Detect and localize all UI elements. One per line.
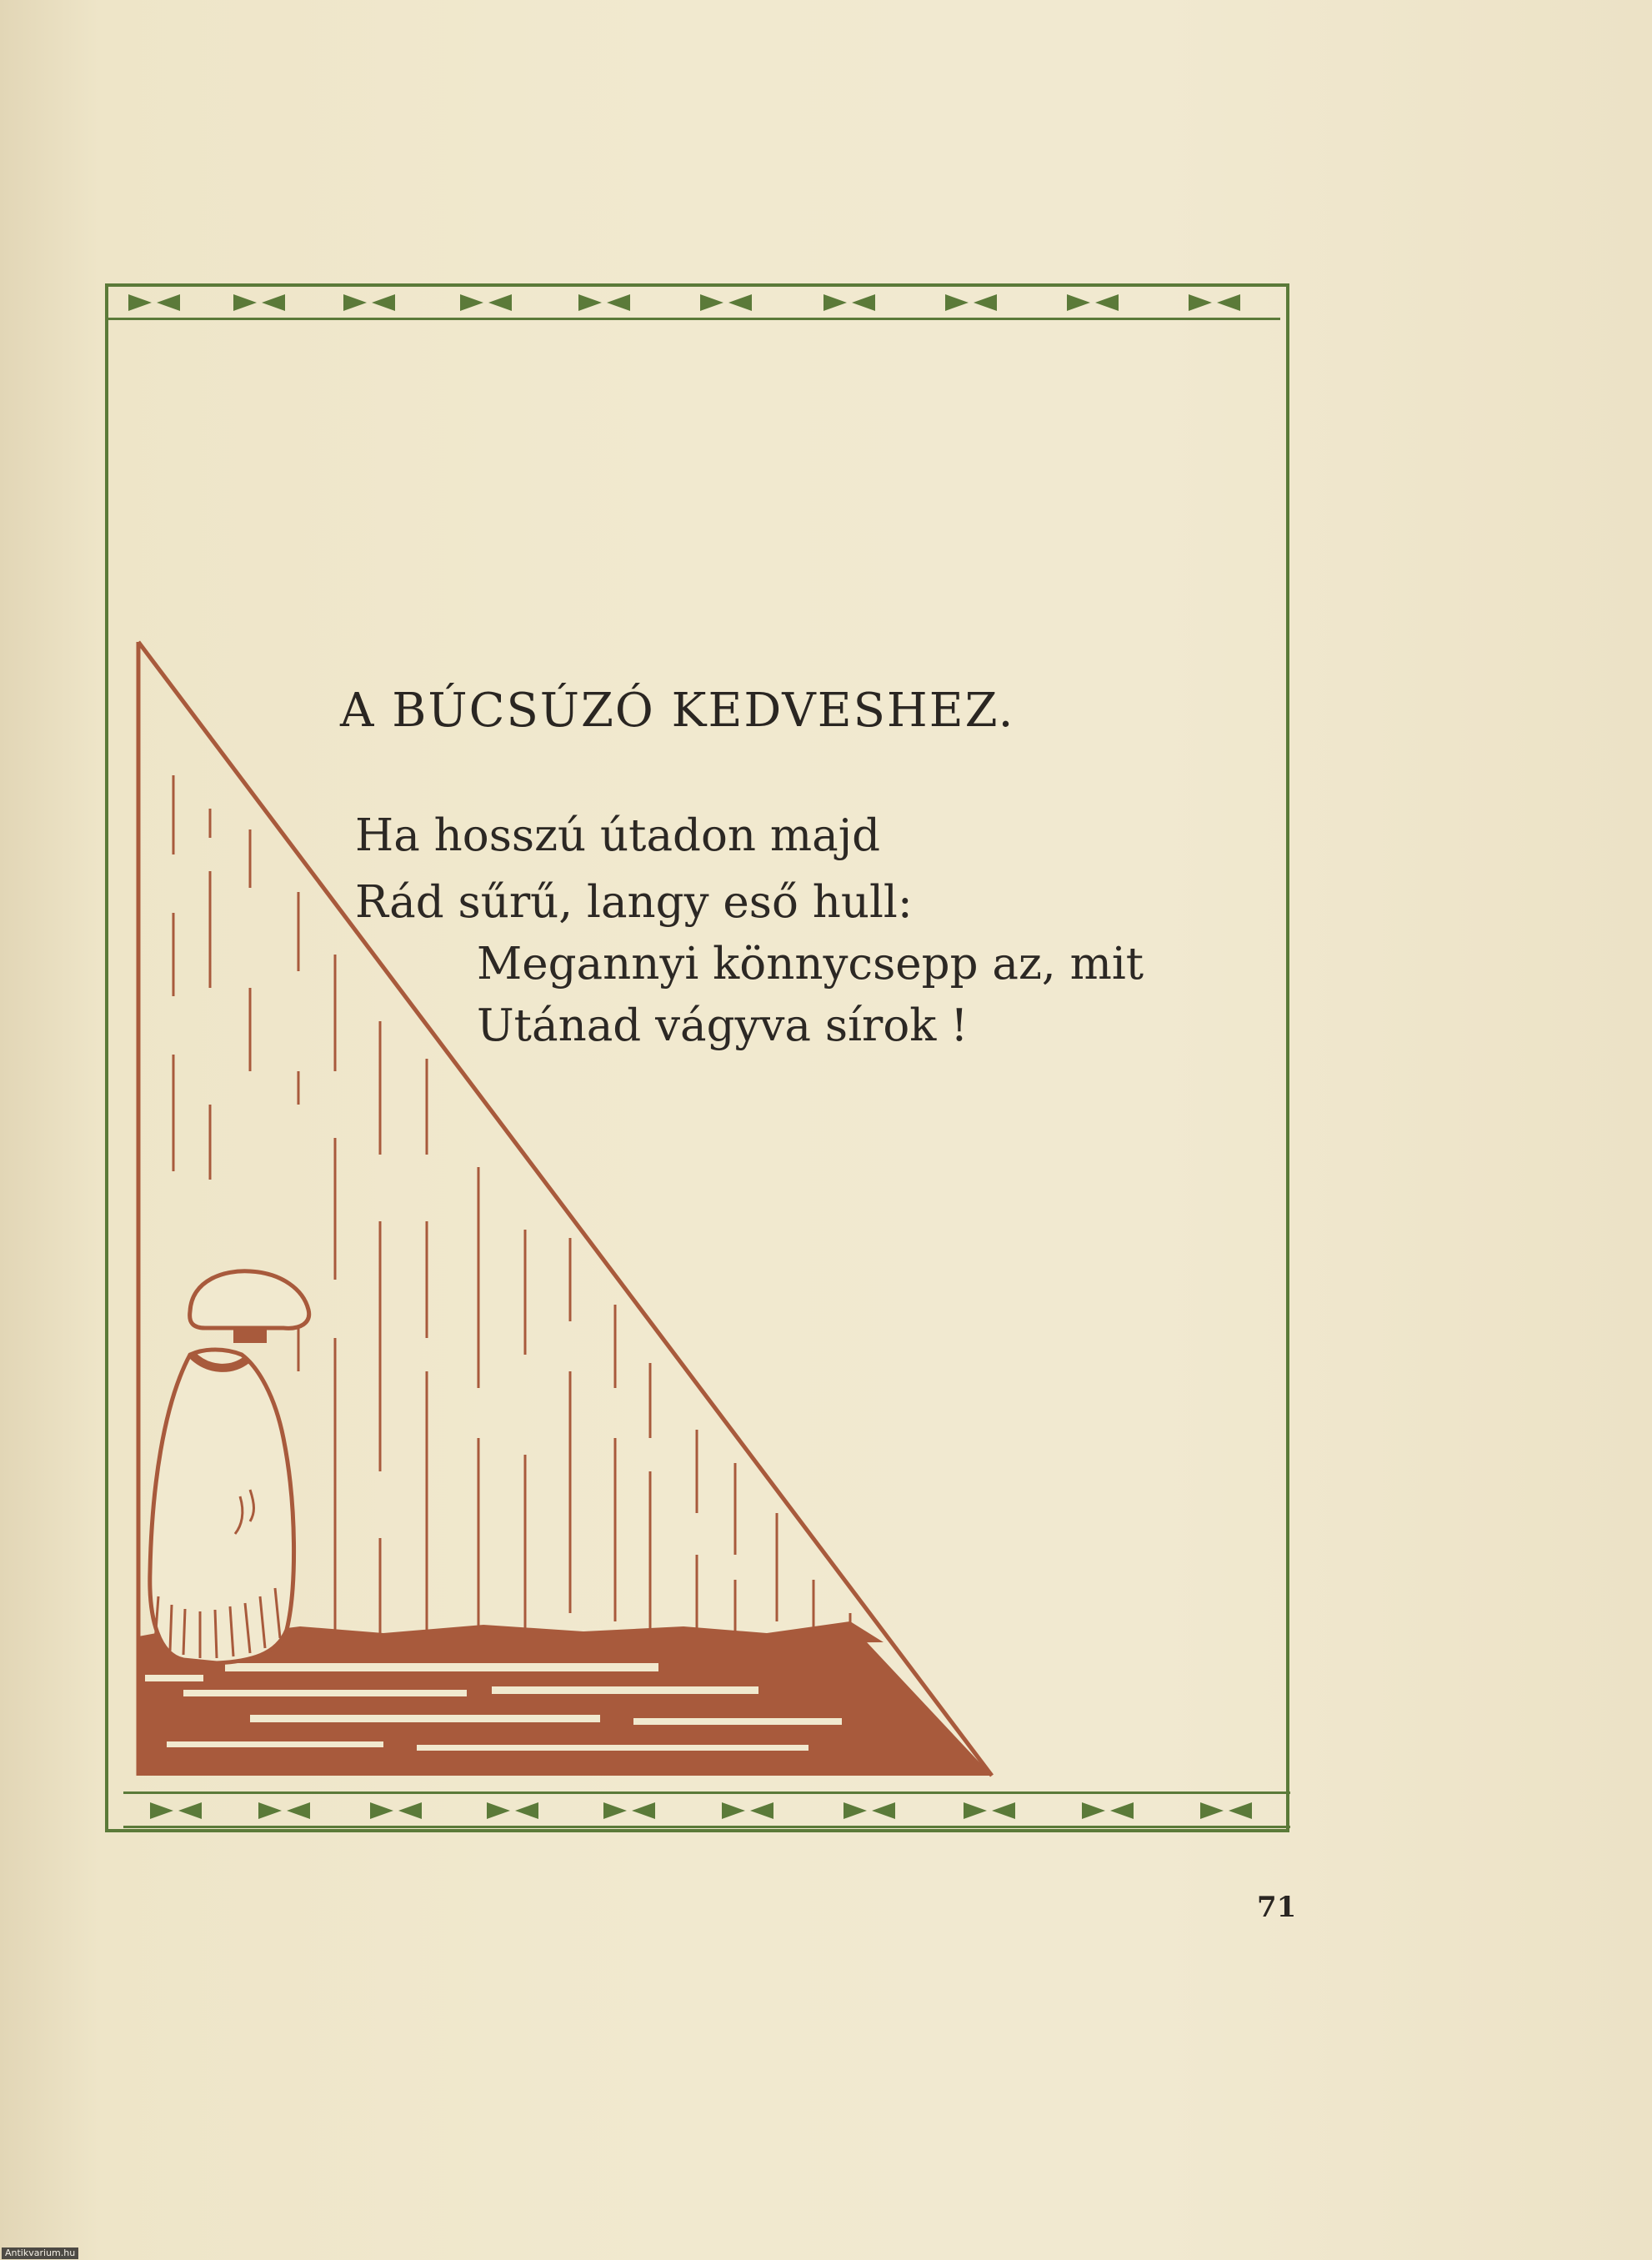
bowtie-ornament-icon	[1199, 1801, 1254, 1821]
bowtie-ornament-icon	[577, 293, 632, 313]
bowtie-ornament-icon	[842, 1801, 897, 1821]
bowtie-ornament-icon	[602, 1801, 657, 1821]
bowtie-ornament-icon	[127, 293, 182, 313]
poem-line: Utánad vágyva sírok !	[477, 1000, 969, 1051]
page-number: 71	[1257, 1891, 1297, 1924]
bowtie-ornament-icon	[698, 293, 753, 313]
bowtie-ornament-icon	[962, 1801, 1017, 1821]
poem-line: Rád sűrű, langy eső hull:	[355, 877, 913, 928]
bowtie-ornament-icon	[1187, 293, 1242, 313]
rain-figure-illustration	[133, 638, 1000, 1780]
bowtie-ornament-icon	[368, 1801, 423, 1821]
bowtie-ornament-icon	[822, 293, 877, 313]
bowtie-ornament-icon	[342, 293, 397, 313]
bowtie-ornament-icon	[257, 1801, 312, 1821]
bowtie-ornament-icon	[720, 1801, 775, 1821]
bowtie-ornament-icon	[1065, 293, 1120, 313]
bowtie-ornament-icon	[1080, 1801, 1135, 1821]
poem-line: Megannyi könnycsepp az, mit	[477, 939, 1144, 990]
watermark-label: Antikvarium.hu	[2, 2247, 78, 2259]
border-ornament-band-bottom	[123, 1791, 1290, 1828]
border-ornament-band-top	[105, 283, 1280, 320]
bowtie-ornament-icon	[485, 1801, 540, 1821]
bowtie-ornament-icon	[232, 293, 287, 313]
poem-title: A BÚCSÚZÓ KEDVESHEZ.	[340, 684, 1015, 738]
bowtie-ornament-icon	[944, 293, 999, 313]
poem-line: Ha hosszú útadon majd	[355, 810, 881, 861]
bowtie-ornament-icon	[148, 1801, 203, 1821]
bowtie-ornament-icon	[458, 293, 513, 313]
